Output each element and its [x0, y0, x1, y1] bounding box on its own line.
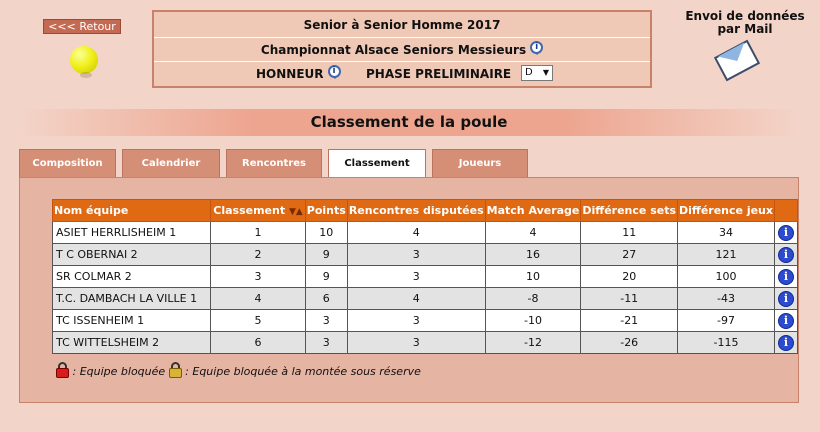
rank-cell: 1 — [211, 222, 306, 244]
tab-joueurs[interactable]: Joueurs — [432, 149, 528, 178]
division-label: HONNEUR i — [256, 63, 341, 85]
match-average-cell: 16 — [485, 244, 581, 266]
table-row — [53, 244, 798, 266]
match-average-cell: -12 — [485, 332, 581, 354]
col-match-average[interactable]: Match Average — [485, 200, 581, 222]
championship-name: Championnat Alsace Seniors Messieurs — [260, 43, 527, 57]
back-button[interactable]: <<< Retour — [43, 19, 121, 34]
championship-row — [154, 39, 650, 62]
table-row — [53, 288, 798, 310]
matches-cell: 3 — [347, 310, 485, 332]
tab-composition[interactable]: Composition — [19, 149, 116, 178]
match-average-cell: -10 — [485, 310, 581, 332]
col-matches[interactable]: Rencontres disputées — [347, 200, 485, 222]
matches-cell: 3 — [347, 266, 485, 288]
match-average-cell: 4 — [485, 222, 581, 244]
rank-cell: 3 — [211, 266, 306, 288]
match-average-cell: -8 — [485, 288, 581, 310]
game-diff-cell: -115 — [678, 332, 775, 354]
team-name-cell[interactable]: TC WITTELSHEIM 2 — [53, 332, 211, 354]
ranking-panel — [19, 177, 799, 403]
legend-gold-lock-text: : Equipe bloquée à la montée sous réserve — [185, 365, 421, 378]
table-row — [53, 310, 798, 332]
game-diff-cell: 100 — [678, 266, 775, 288]
set-diff-cell: -21 — [581, 310, 678, 332]
info-cell — [774, 222, 797, 244]
info-icon[interactable]: i — [778, 335, 794, 351]
points-cell: 6 — [305, 288, 347, 310]
match-average-cell: 10 — [485, 266, 581, 288]
table-row — [53, 222, 798, 244]
division-info-icon[interactable]: i — [328, 65, 341, 78]
game-diff-cell: -97 — [678, 310, 775, 332]
division-row — [154, 63, 650, 86]
info-cell — [774, 332, 797, 354]
championship-info-icon[interactable]: i — [530, 41, 543, 54]
col-game-diff[interactable]: Différence jeux — [678, 200, 775, 222]
legend — [56, 362, 421, 380]
game-diff-cell: 121 — [678, 244, 775, 266]
red-lock-icon — [56, 362, 69, 378]
set-diff-cell: -26 — [581, 332, 678, 354]
col-info — [774, 200, 797, 222]
tab-calendrier[interactable]: Calendrier — [122, 149, 220, 178]
competition-header — [152, 10, 652, 88]
rank-cell: 2 — [211, 244, 306, 266]
col-points[interactable]: Points — [305, 200, 347, 222]
info-icon[interactable]: i — [778, 269, 794, 285]
info-cell — [774, 310, 797, 332]
col-rank[interactable]: Classement ▼▲ — [211, 200, 306, 222]
matches-cell: 4 — [347, 222, 485, 244]
dropdown-arrow-icon: ▼ — [542, 68, 549, 77]
matches-cell: 3 — [347, 244, 485, 266]
tab-classement[interactable]: Classement — [328, 149, 426, 179]
rank-cell: 6 — [211, 332, 306, 354]
info-cell — [774, 244, 797, 266]
info-cell — [774, 288, 797, 310]
col-team-name[interactable]: Nom équipe — [53, 200, 211, 222]
ranking-table — [52, 199, 798, 354]
set-diff-cell: 11 — [581, 222, 678, 244]
team-name-cell[interactable]: TC ISSENHEIM 1 — [53, 310, 211, 332]
info-cell — [774, 266, 797, 288]
sort-arrows-icon[interactable]: ▼▲ — [288, 207, 303, 217]
points-cell: 9 — [305, 266, 347, 288]
rank-cell: 5 — [211, 310, 306, 332]
points-cell: 10 — [305, 222, 347, 244]
matches-cell: 3 — [347, 332, 485, 354]
team-name-cell[interactable]: T.C. DAMBACH LA VILLE 1 — [53, 288, 211, 310]
team-name-cell[interactable]: T C OBERNAI 2 — [53, 244, 211, 266]
info-icon[interactable]: i — [778, 291, 794, 307]
game-diff-cell: 34 — [678, 222, 775, 244]
gold-lock-icon — [169, 362, 182, 378]
team-name-cell[interactable]: ASIET HERRLISHEIM 1 — [53, 222, 211, 244]
col-set-diff[interactable]: Différence sets — [581, 200, 678, 222]
tennis-ball-icon — [70, 46, 98, 74]
points-cell: 9 — [305, 244, 347, 266]
legend-red-lock-text: : Equipe bloquée — [72, 365, 166, 378]
mail-export-label[interactable]: Envoi de données par Mail — [685, 9, 805, 36]
points-cell: 3 — [305, 310, 347, 332]
team-name-cell[interactable]: SR COLMAR 2 — [53, 266, 211, 288]
set-diff-cell: -11 — [581, 288, 678, 310]
rank-cell: 4 — [211, 288, 306, 310]
tab-rencontres[interactable]: Rencontres — [226, 149, 322, 178]
info-icon[interactable]: i — [778, 247, 794, 263]
competition-title: Senior à Senior Homme 2017 — [154, 15, 650, 38]
info-icon[interactable]: i — [778, 313, 794, 329]
table-header-row — [53, 200, 798, 222]
set-diff-cell: 20 — [581, 266, 678, 288]
poule-select[interactable]: D ▼ — [521, 65, 553, 81]
set-diff-cell: 27 — [581, 244, 678, 266]
section-title: Classement de la poule — [20, 109, 798, 136]
game-diff-cell: -43 — [678, 288, 775, 310]
envelope-icon[interactable] — [714, 40, 760, 82]
matches-cell: 4 — [347, 288, 485, 310]
info-icon[interactable]: i — [778, 225, 794, 241]
phase-label: PHASE PRELIMINAIRE — [366, 67, 512, 81]
table-row — [53, 266, 798, 288]
table-row — [53, 332, 798, 354]
points-cell: 3 — [305, 332, 347, 354]
